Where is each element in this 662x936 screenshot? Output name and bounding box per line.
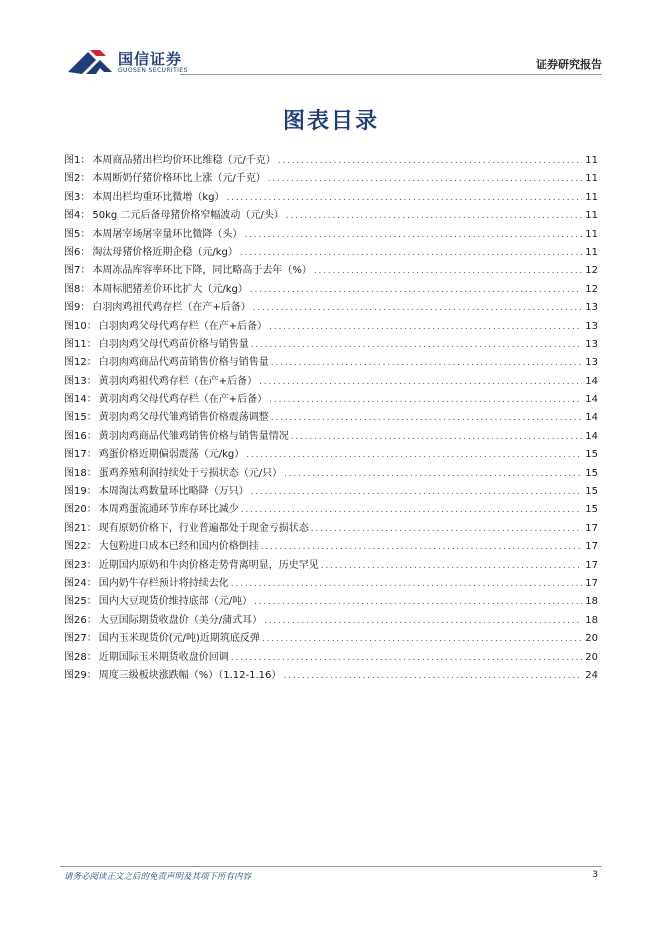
toc-entry-title: 本周鸡蛋流通环节库存环比减少 (98, 504, 239, 516)
guosen-logo-icon (66, 46, 114, 76)
toc-entry-page: 13 (585, 320, 598, 332)
toc-entry-page: 17 (585, 522, 598, 534)
toc-dot-leader (241, 501, 582, 519)
toc-entry-title: 白羽肉鸡商品代鸡苗销售价格与销售量 (98, 357, 269, 369)
toc-entry-page: 15 (585, 504, 598, 516)
report-type: 证券研究报告 (536, 58, 602, 71)
toc-entry-title: 国内奶牛存栏预计将持续去化 (98, 577, 229, 589)
toc-entry-page: 15 (585, 486, 598, 498)
toc-entry-title: 本周断奶仔猪价格环比上涨（元/千克） (92, 173, 266, 185)
toc-entry[interactable] (64, 649, 598, 667)
page-number: 3 (592, 870, 598, 880)
toc-entry-label: 图1： (64, 155, 91, 166)
toc-entry-title: 国内大豆现货价维持底部（元/吨） (98, 596, 253, 608)
toc-dot-leader (286, 207, 582, 225)
toc-entry-title: 本周标肥猪差价环比扩大（元/kg） (92, 283, 248, 295)
toc-entry[interactable] (64, 299, 598, 317)
header-divider (180, 74, 602, 75)
toc-entry-label: 图27： (64, 633, 97, 645)
toc-entry-label: 图14： (64, 394, 97, 406)
toc-entry-title: 本周冻品库容率环比下降，同比略高于去年（%） (92, 265, 312, 277)
toc-dot-leader (269, 318, 582, 336)
toc-entry-label: 图15： (64, 412, 97, 424)
toc-entry-title: 近期国内原奶和牛肉价格走势背离明显，历史罕见 (98, 559, 319, 571)
toc-entry-title: 周度三级板块涨跌幅（%）（1.12-1.16） (98, 669, 282, 681)
toc-entry[interactable] (64, 593, 598, 611)
toc-entry[interactable] (64, 612, 598, 630)
footer-disclaimer: 请务必阅读正文之后的免责声明及其项下所有内容 (64, 872, 252, 882)
toc-entry-label: 图18： (64, 467, 97, 479)
toc-entry-title: 黄羽肉鸡父母代雏鸡销售价格震荡调整 (98, 412, 269, 424)
toc-entry-title: 白羽肉鸡祖代鸡存栏（在产+后备） (92, 302, 251, 314)
toc-dot-leader (321, 557, 582, 575)
toc-entry-page: 11 (585, 228, 598, 240)
footer-divider (60, 866, 602, 867)
toc-dot-leader (246, 446, 582, 464)
toc-dot-leader (311, 520, 582, 538)
toc-entry-label: 图19： (64, 486, 97, 498)
toc-dot-leader (271, 354, 582, 372)
toc-entry-page: 18 (585, 614, 598, 626)
toc-dot-leader (251, 336, 582, 354)
toc-entry-page: 18 (585, 596, 598, 608)
toc-entry[interactable] (64, 152, 598, 170)
toc-dot-leader (283, 667, 582, 685)
toc-entry-title: 本周出栏均重环比微增（kg） (92, 191, 225, 203)
brand-name-english: GUOSEN SECURITIES (118, 67, 188, 74)
toc-entry-label: 图28： (64, 651, 97, 663)
toc-entry-label: 图25： (64, 596, 97, 608)
toc-entry[interactable] (64, 483, 598, 501)
toc-entry-page: 15 (585, 449, 598, 461)
toc-entry-label: 图29： (64, 669, 97, 681)
toc-entry-page: 11 (585, 173, 598, 185)
toc-entry-label: 图26： (64, 614, 97, 626)
toc-dot-leader (250, 281, 582, 299)
toc-entry-label: 图16： (64, 430, 97, 442)
toc-entry-page: 13 (585, 357, 598, 369)
toc-dot-leader (264, 612, 582, 630)
toc-entry-label: 图24： (64, 577, 97, 589)
toc-entry[interactable] (64, 207, 598, 225)
toc-entry[interactable] (64, 262, 598, 280)
toc-entry[interactable] (64, 630, 598, 648)
toc-entry-label: 图21： (64, 522, 97, 534)
toc-dot-leader (254, 593, 582, 611)
toc-dot-leader (227, 189, 582, 207)
toc-entry-page: 13 (585, 338, 598, 350)
toc-entry-page: 20 (585, 651, 598, 663)
toc-entry-title: 现有原奶价格下，行业普遍都处于现金亏损状态 (98, 522, 309, 534)
toc-dot-leader (244, 226, 582, 244)
toc-entry[interactable] (64, 501, 598, 519)
toc-dot-leader (269, 391, 582, 409)
toc-entry-page: 15 (585, 467, 598, 479)
toc-entry-page: 20 (585, 633, 598, 645)
toc-entry[interactable] (64, 373, 598, 391)
toc-entry[interactable] (64, 667, 598, 685)
toc-entry-title: 黄羽肉鸡父母代鸡存栏（在产+后备） (98, 394, 268, 406)
toc-entry-title: 50kg 二元后备母猪价格窄幅波动（元/头） (92, 210, 284, 222)
toc-entry-title: 本周屠宰场屠宰量环比微降（头） (92, 228, 243, 240)
toc-dot-leader (314, 262, 582, 280)
toc-entry-title: 黄羽肉鸡祖代鸡存栏（在产+后备） (98, 375, 258, 387)
toc-entry-title: 黄羽肉鸡商品代雏鸡销售价格与销售量情况 (98, 430, 289, 442)
toc-entry-page: 11 (585, 191, 598, 203)
toc-entry-page: 17 (585, 541, 598, 553)
toc-entry-title: 白羽肉鸡父母代鸡苗价格与销售量 (98, 338, 249, 350)
toc-entry-title: 蛋鸡养殖利润持续处于亏损状态（元/只） (98, 467, 283, 479)
toc-entry-page: 12 (585, 283, 598, 295)
toc-entry[interactable] (64, 336, 598, 354)
toc-entry-label: 图3： (64, 191, 91, 203)
toc-entry[interactable] (64, 446, 598, 464)
toc-entry-label: 图9： (64, 302, 91, 314)
toc-entry-label: 图22： (64, 541, 97, 553)
toc-entry[interactable] (64, 354, 598, 372)
toc-entry[interactable] (64, 575, 598, 593)
toc-dot-leader (251, 483, 582, 501)
toc-list (64, 152, 598, 685)
toc-entry-page: 14 (585, 375, 598, 387)
page-header (0, 0, 662, 80)
toc-dot-leader (291, 428, 582, 446)
toc-entry-label: 图13： (64, 375, 97, 387)
toc-entry-title: 本周商品猪出栏均价环比维稳（元/千克） (92, 155, 276, 166)
toc-entry-page: 11 (585, 155, 598, 166)
toc-entry-title: 鸡蛋价格近期偏弱震荡（元/kg） (98, 449, 245, 461)
toc-dot-leader (284, 465, 582, 483)
toc-dot-leader (262, 630, 582, 648)
toc-entry[interactable] (64, 318, 598, 336)
toc-entry-label: 图5： (64, 228, 91, 240)
toc-dot-leader (253, 299, 582, 317)
brand-name: 国信证券 (118, 50, 183, 68)
toc-entry-page: 11 (585, 210, 598, 222)
toc-entry-label: 图11： (64, 338, 97, 350)
toc-entry-title: 本周淘汰鸡数量环比略降（万只） (98, 486, 249, 498)
toc-dot-leader (268, 170, 582, 188)
toc-entry-label: 图10： (64, 320, 97, 332)
toc-entry[interactable] (64, 244, 598, 262)
toc-entry-page: 14 (585, 394, 598, 406)
toc-entry[interactable] (64, 170, 598, 188)
toc-entry[interactable] (64, 465, 598, 483)
toc-entry-title: 淘汰母猪价格近期企稳（元/kg） (92, 246, 238, 258)
toc-entry[interactable] (64, 520, 598, 538)
toc-entry[interactable] (64, 281, 598, 299)
toc-entry-title: 大包粉进口成本已经和国内价格倒挂 (98, 541, 259, 553)
toc-title: 图表目录 (282, 109, 379, 134)
toc-entry-label: 图23： (64, 559, 97, 571)
toc-entry-label: 图4： (64, 210, 91, 222)
toc-entry-label: 图2： (64, 173, 91, 185)
toc-entry[interactable] (64, 226, 598, 244)
toc-entry[interactable] (64, 409, 598, 427)
toc-dot-leader (278, 152, 582, 170)
toc-entry[interactable] (64, 189, 598, 207)
toc-entry-page: 12 (585, 265, 598, 277)
toc-dot-leader (271, 409, 582, 427)
toc-entry-title: 白羽肉鸡父母代鸡存栏（在产+后备） (98, 320, 268, 332)
toc-dot-leader (240, 244, 582, 262)
toc-entry[interactable] (64, 557, 598, 575)
toc-entry-label: 图8： (64, 283, 91, 295)
toc-entry-label: 图7： (64, 265, 91, 277)
toc-dot-leader (259, 373, 582, 391)
toc-entry-page: 17 (585, 559, 598, 571)
toc-entry-page: 24 (585, 669, 598, 681)
toc-entry[interactable] (64, 391, 598, 409)
toc-entry-title: 近期国际玉米期货收盘价回调 (98, 651, 229, 663)
toc-entry[interactable] (64, 428, 598, 446)
toc-entry[interactable] (64, 538, 598, 556)
toc-dot-leader (261, 538, 582, 556)
toc-entry-page: 11 (585, 246, 598, 258)
toc-entry-label: 图6： (64, 246, 91, 258)
toc-entry-title: 大豆国际期货收盘价（美分/蒲式耳） (98, 614, 263, 626)
toc-dot-leader (231, 649, 582, 667)
toc-dot-leader (231, 575, 582, 593)
toc-entry-page: 14 (585, 430, 598, 442)
toc-entry-title: 国内玉米现货价(元/吨)近期筑底反弹 (98, 633, 260, 645)
toc-entry-page: 17 (585, 577, 598, 589)
toc-entry-label: 图17： (64, 449, 97, 461)
toc-entry-page: 14 (585, 412, 598, 424)
toc-entry-label: 图12： (64, 357, 97, 369)
toc-entry-label: 图20： (64, 504, 97, 516)
toc-entry-page: 13 (585, 302, 598, 314)
